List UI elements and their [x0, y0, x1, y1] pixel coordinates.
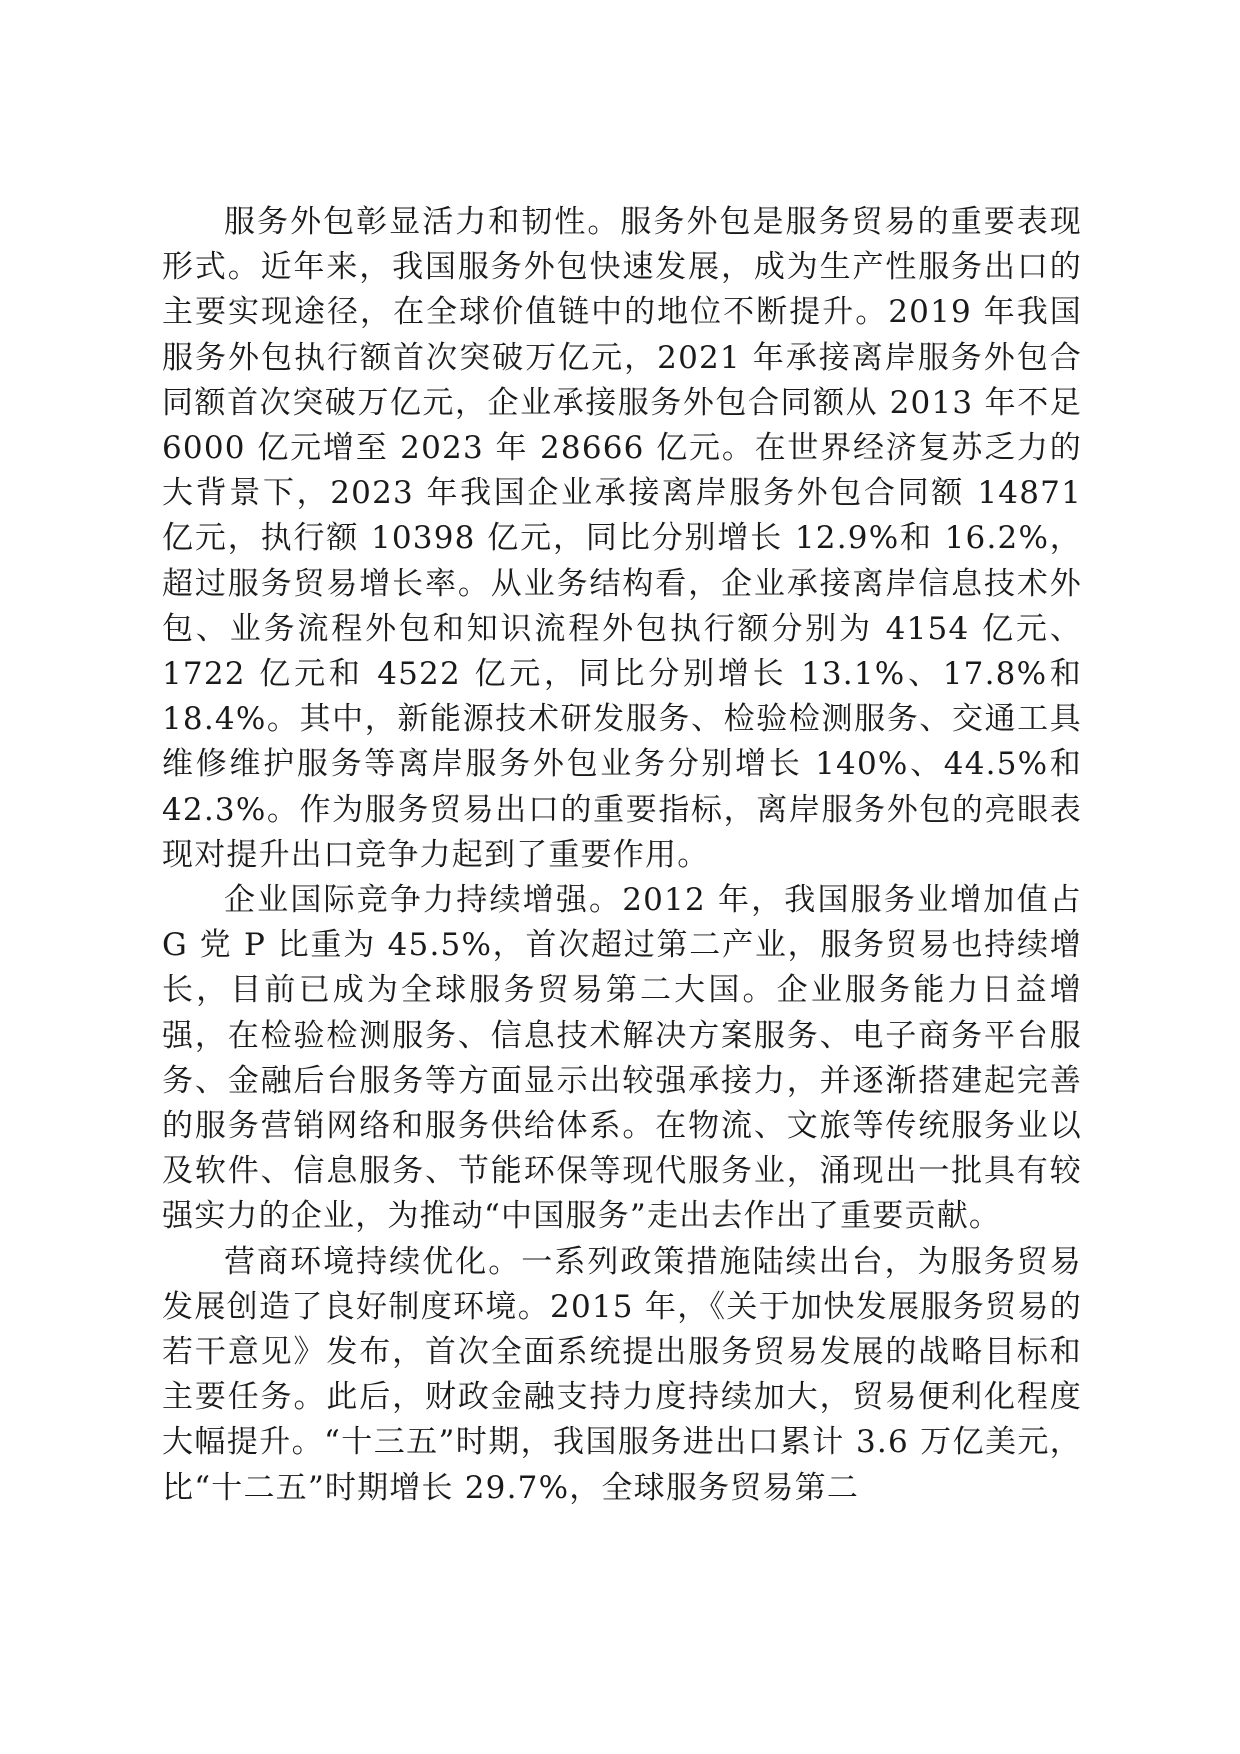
paragraph-enterprise-competitiveness: 企业国际竞争力持续增强。2012 年，我国服务业增加值占 G 党 P 比重为 45.5%，首次超过第二产业，服务贸易也持续增长，目前已成为全球服务贸易第二大国。企业服务能力日益增强，在检验检测服务、信息技术解决方案服务、电子商务平台服务、金融后台服务等方面显示出较强承接力，并逐渐搭建起完善的服务营销网络和服务供给体系。在物流、文旅等传统服务业以及软件、信息服务、节能环保等现代服务业，涌现出一批具有较强实力的企业，为推动“中国服务”走出去作出了重要贡献。	[162, 882, 1082, 1235]
body-text	[162, 200, 1082, 1511]
paragraph-business-environment: 营商环境持续优化。一系列政策措施陆续出台，为服务贸易发展创造了良好制度环境。2015 年，《关于加快发展服务贸易的若干意见》发布，首次全面系统提出服务贸易发展的战略目标和主要任务。此后，财政金融支持力度持续加大，贸易便利化程度大幅提升。“十三五”时期，我国服务进出口累计 3.6 万亿美元，比“十二五”时期增长 29.7%，全球服务贸易第二	[162, 1243, 1082, 1506]
paragraph-service-outsourcing: 服务外包彰显活力和韧性。服务外包是服务贸易的重要表现形式。近年来，我国服务外包快速发展，成为生产性服务出口的主要实现途径，在全球价值链中的地位不断提升。2019 年我国服务外包执行额首次突破万亿元，2021 年承接离岸服务外包合同额首次突破万亿元，企业承接服务外包合同额从 2013 年不足 6000 亿元增至 2023 年 28666 亿元。在世界经济复苏乏力的大背景下，2023 年我国企业承接离岸服务外包合同额 14871 亿元，执行额 10398 亿元，同比分别增长 12.9%和 16.2%，超过服务贸易增长率。从业务结构看，企业承接离岸信息技术外包、业务流程外包和知识流程外包执行额分别为 4154 亿元、1722 亿元和 4522 亿元，同比分别增长 13.1%、17.8%和 18.4%。其中，新能源技术研发服务、检验检测服务、交通工具维修维护服务等离岸服务外包业务分别增长 140%、44.5%和 42.3%。作为服务贸易出口的重要指标，离岸服务外包的亮眼表现对提升出口竞争力起到了重要作用。	[162, 204, 1082, 873]
